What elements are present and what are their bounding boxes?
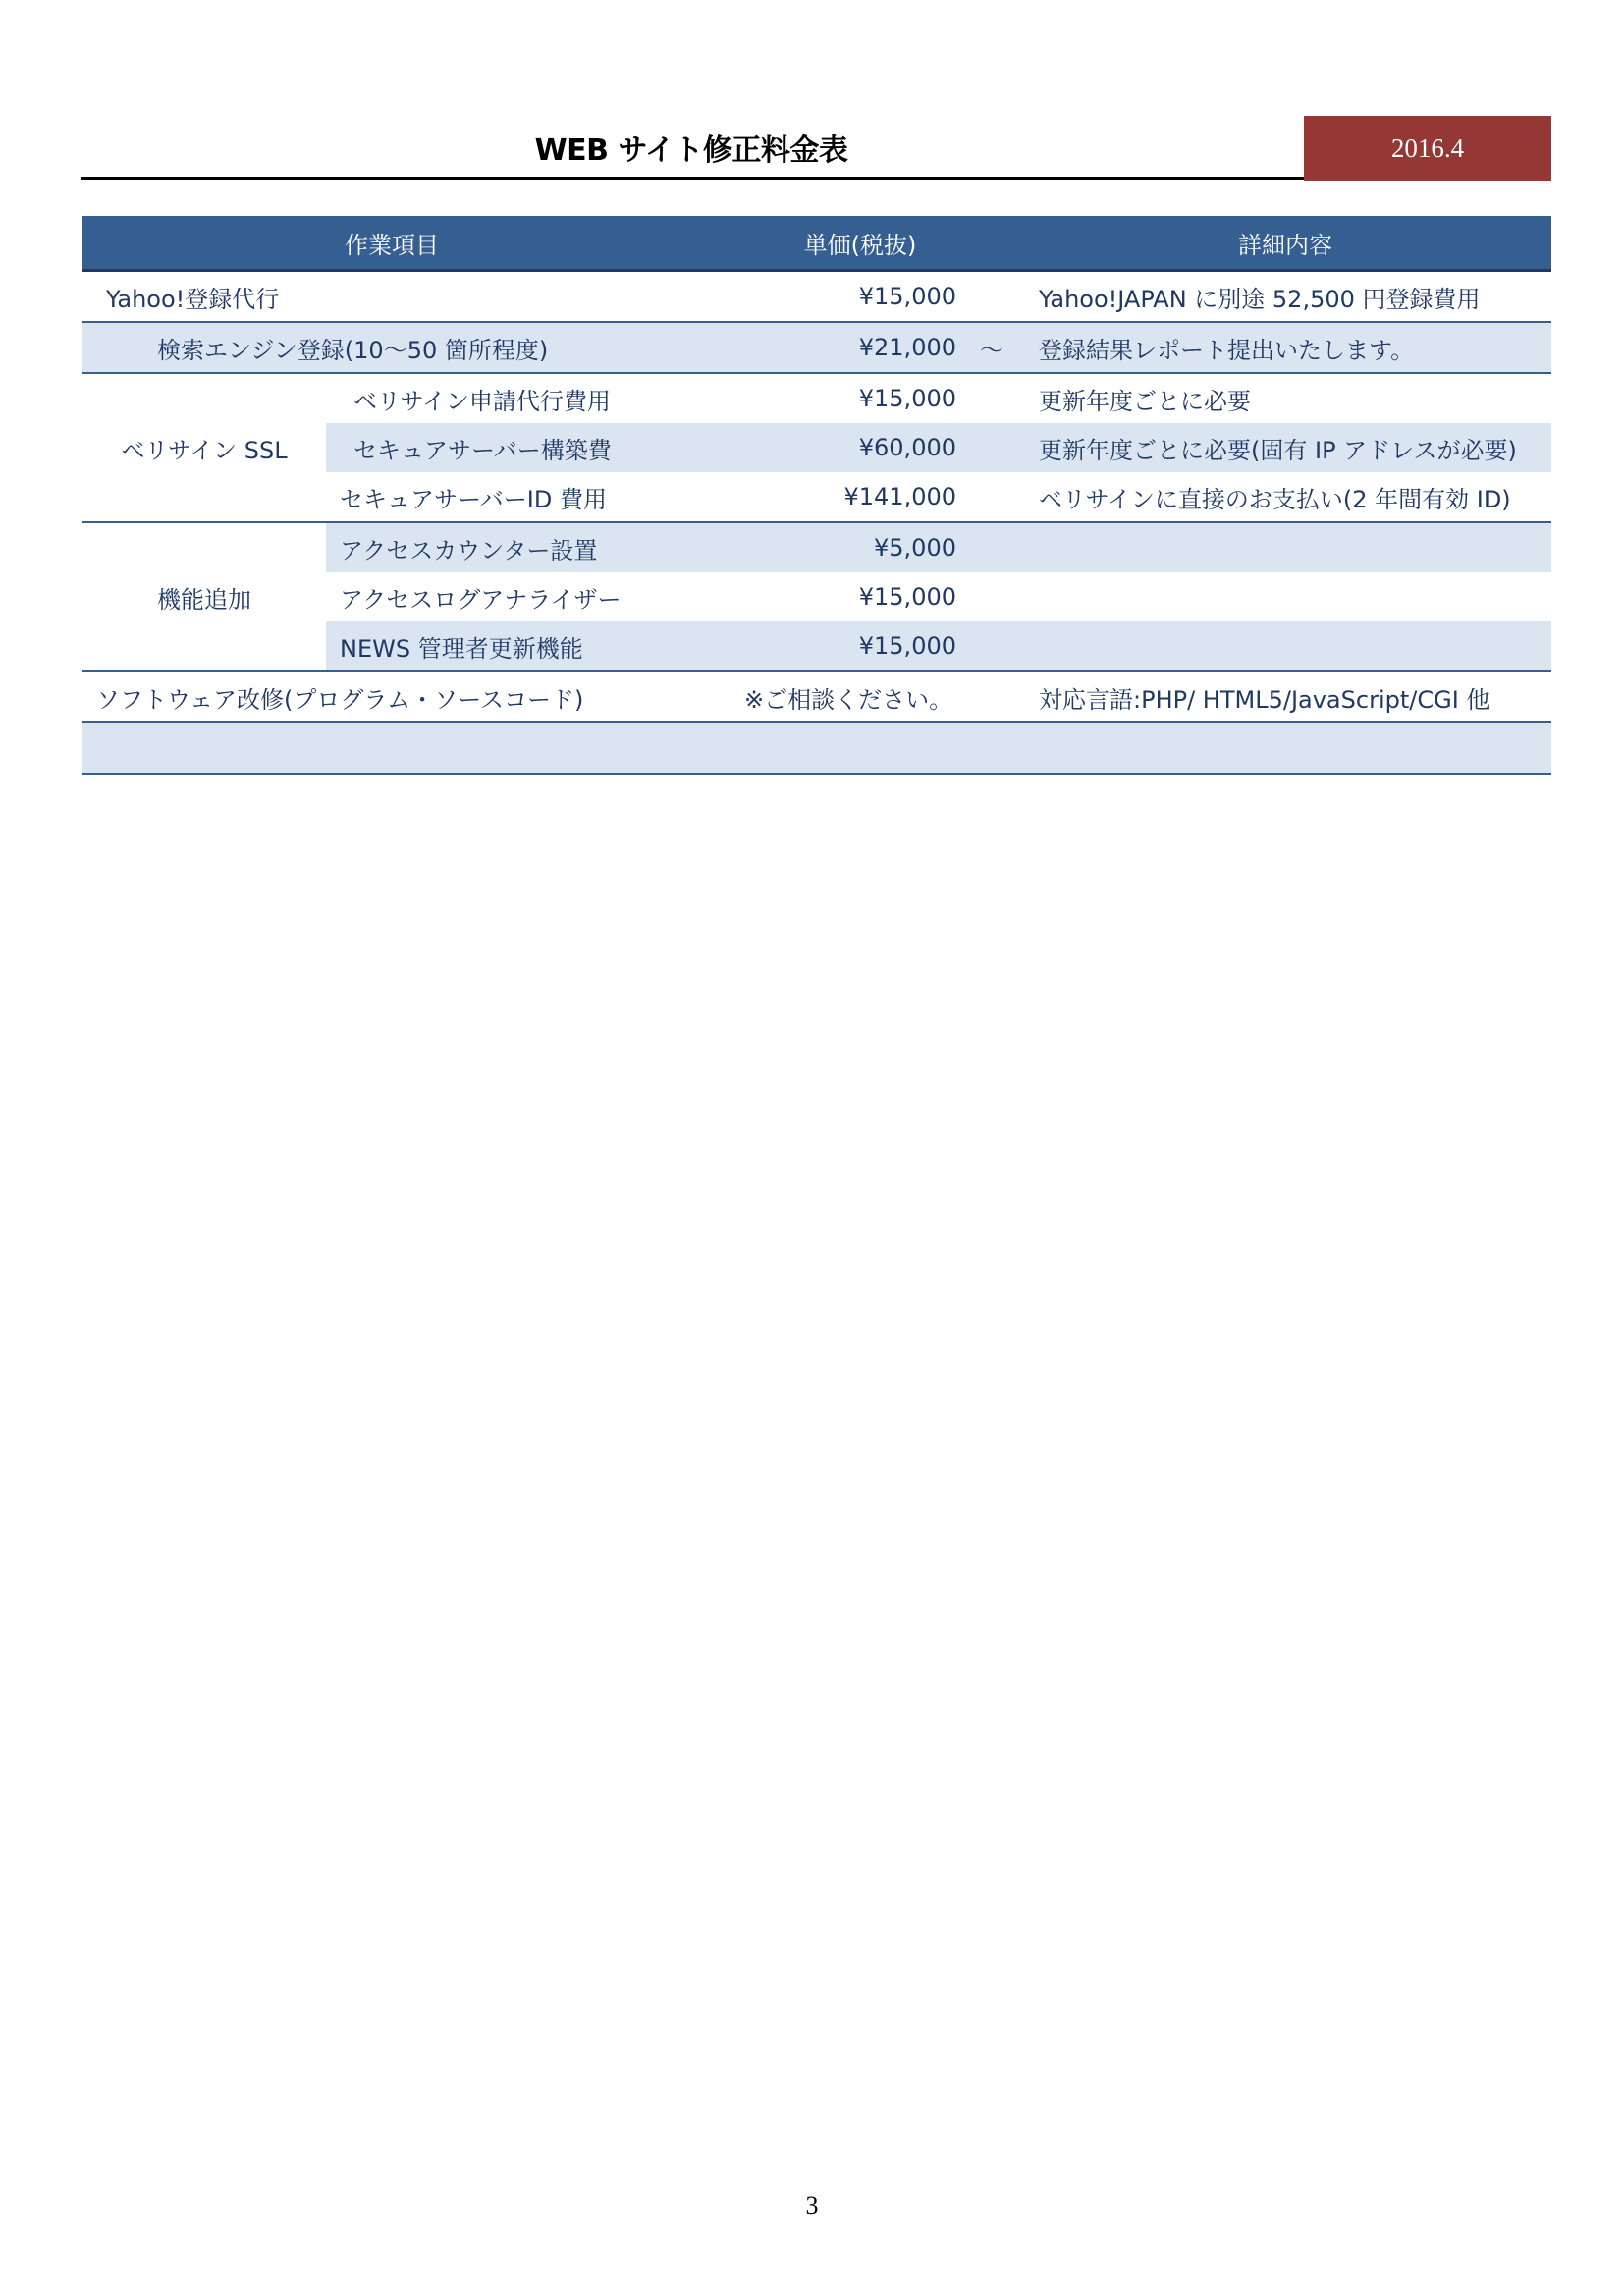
price-cell: ※ご相談ください。 <box>701 671 1019 722</box>
header-item: 作業項目 <box>82 216 701 271</box>
table-header-row <box>82 216 1551 271</box>
price-cell: ¥15,000 <box>701 621 964 671</box>
page-number: 3 <box>805 2191 819 2219</box>
empty-row <box>82 722 1551 774</box>
detail-cell: 更新年度ごとに必要(固有 IP アドレスが必要) <box>1019 423 1551 472</box>
item-cell: アクセスカウンター設置 <box>326 522 701 572</box>
price-cell: ¥21,000 <box>701 322 964 373</box>
header-detail: 詳細内容 <box>1019 216 1551 271</box>
table-row <box>82 322 1551 373</box>
title-underline <box>81 177 1304 180</box>
detail-cell <box>1019 621 1551 671</box>
item-cell: アクセスログアナライザー <box>340 585 622 614</box>
item-cell: ソフトウェア改修(プログラム・ソースコード) <box>82 671 701 722</box>
price-cell: ¥5,000 <box>701 522 964 572</box>
price-cell: ¥141,000 <box>701 472 964 522</box>
price-cell: ¥60,000 <box>701 423 964 472</box>
price-cell: ¥15,000 <box>858 583 956 611</box>
detail-cell: 登録結果レポート提出いたします。 <box>1019 322 1551 373</box>
table-row <box>82 671 1551 722</box>
item-cell: セキュアサーバー構築費 <box>326 423 701 472</box>
group-cell-features: 機能追加 <box>82 522 326 671</box>
item-cell: 検索エンジン登録(10～50 箇所程度) <box>82 322 701 373</box>
table-row <box>82 271 1551 323</box>
date-badge: 2016.4 <box>1304 116 1551 181</box>
detail-cell: Yahoo!JAPAN に別途 52,500 円登録費用 <box>1019 271 1551 323</box>
detail-cell: 対応言語:PHP/ HTML5/JavaScript/CGI 他 <box>1019 671 1551 722</box>
detail-cell: ベリサインに直接のお支払い(2 年間有効 ID) <box>1019 472 1551 522</box>
price-cell: ¥15,000 <box>858 385 956 412</box>
item-cell: セキュアサーバーID 費用 <box>326 472 701 522</box>
item-cell: NEWS 管理者更新機能 <box>326 621 701 671</box>
page-title: WEB サイト修正料金表 <box>534 133 848 168</box>
item-cell: ベリサイン申請代行費用 <box>353 387 611 415</box>
table-row <box>82 373 1551 423</box>
group-cell-verisign: ベリサイン SSL <box>82 373 326 522</box>
price-cell: ¥15,000 <box>701 271 964 323</box>
table-row <box>82 522 1551 572</box>
detail-cell <box>1019 572 1551 621</box>
range-mark: ～ <box>964 322 1019 373</box>
detail-cell <box>1019 522 1551 572</box>
detail-cell: 更新年度ごとに必要 <box>1039 387 1252 415</box>
fee-table <box>82 216 1551 775</box>
header-price: 単価(税抜) <box>701 216 1019 271</box>
item-cell: Yahoo!登録代行 <box>82 271 701 323</box>
